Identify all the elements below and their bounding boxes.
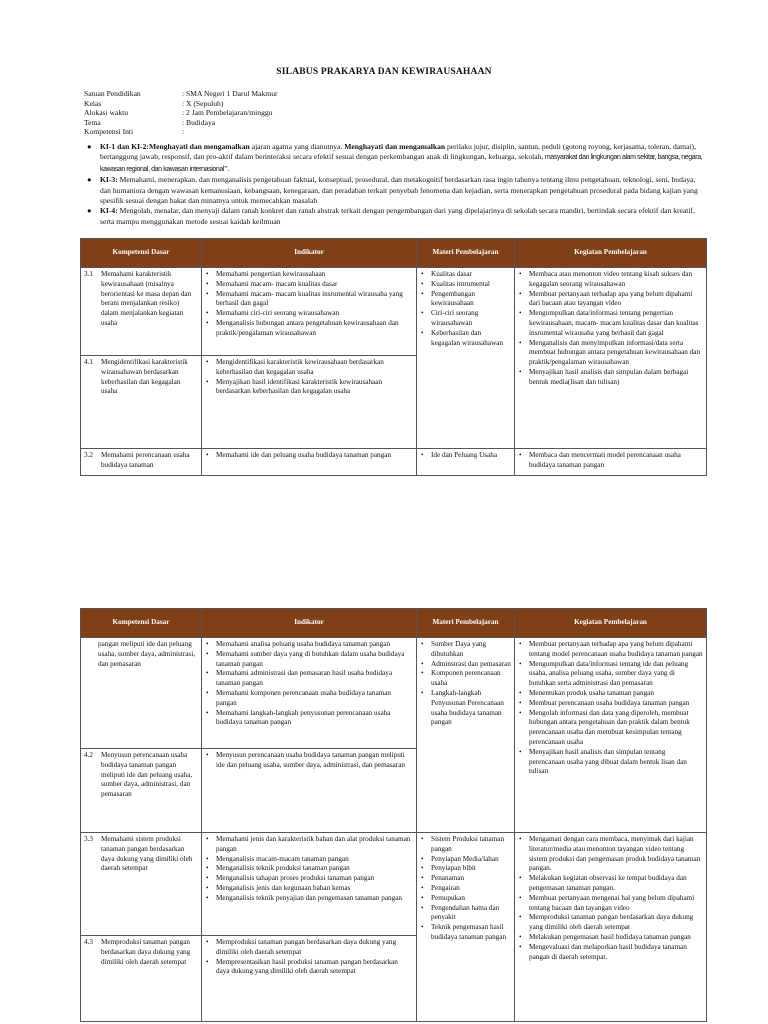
list-item-text: Kualitas intrumental (431, 279, 490, 288)
list-item (205, 958, 413, 978)
list-item-text: Memahami administrasi dan pemasaran hasil usaha budidaya tanaman pangan (216, 669, 393, 688)
indikator-cell (202, 268, 417, 356)
kd-number: 4.3 (84, 938, 93, 946)
list-item (420, 904, 511, 924)
bullet-list (420, 270, 511, 348)
list-item-text: Penanaman (431, 874, 465, 883)
bullet-icon: • (519, 698, 522, 707)
list-item (420, 864, 511, 874)
bullet-icon: ● (87, 206, 92, 216)
list-item-text: Memahami ciri-ciri seorang wirausahawan (216, 309, 340, 318)
kegiatan-cell (515, 268, 707, 449)
list-item (518, 270, 703, 290)
table-row (81, 833, 707, 936)
list-item (518, 874, 703, 894)
header-materi: Materi Pembelajaran (417, 239, 515, 268)
list-item (205, 378, 413, 398)
ki-item (84, 206, 704, 227)
bullet-icon: • (519, 688, 522, 697)
list-item (205, 358, 413, 378)
materi-cell (417, 833, 515, 1022)
bullet-icon: • (421, 923, 424, 932)
list-item (420, 280, 511, 290)
bullet-icon: • (421, 328, 424, 337)
kd-cell (81, 638, 202, 749)
materi-cell (417, 449, 515, 476)
kd-text: pangan meliputi ide dan peluang usaha, sumber daya, administrasi, dan pemasaran (98, 640, 196, 668)
bullet-icon: • (519, 874, 522, 883)
bullet-icon: • (206, 893, 209, 902)
list-item-text: Menganalisis teknik penyajian dan pengemasan tanaman pangan (216, 893, 403, 902)
list-item (420, 270, 511, 280)
info-row (84, 99, 278, 109)
list-item-text: Memahami langkah-langkah penyusunan perencanaan usaha budidaya tanaman pangan (216, 708, 391, 727)
bullet-list (205, 640, 413, 728)
bullet-list (205, 938, 413, 977)
info-value: : Budidaya (182, 117, 216, 127)
ki-label: KI-1 dan KI-2:Menghayati dan mengamalkan (100, 142, 250, 151)
list-item-text: Keberhasilan dan kegagalan wirausahawan (431, 328, 504, 347)
list-item (420, 689, 511, 728)
indikator-cell (202, 638, 417, 749)
table-header-row (81, 609, 707, 638)
list-item (420, 874, 511, 884)
ki-text-narrow: masyarakat dan lingkungan alam sekitar, bangsa, negara, kawasan regional, dan kawasan internasional (100, 154, 703, 173)
bullet-icon: • (421, 309, 424, 318)
kegiatan-cell (515, 833, 707, 1022)
list-item (518, 943, 703, 963)
bullet-icon: • (519, 289, 522, 298)
list-item-text: Memahami komponen perencanaan usaha budidaya tanaman pangan (216, 688, 392, 707)
bullet-icon: • (206, 874, 209, 883)
list-item (420, 884, 511, 894)
kegiatan-cell (515, 638, 707, 833)
bullet-icon: • (421, 864, 424, 873)
indikator-cell (202, 749, 417, 833)
list-item-text: Menyajikan hasil identifikasi karakteristik kewirausahaan berdasarkan keberhasilan dan kegagalan usaha (216, 377, 383, 396)
bullet-icon: ● (87, 142, 92, 151)
bullet-list (420, 640, 511, 728)
bullet-icon: • (206, 938, 209, 946)
info-value: : X (Sepuluh) (182, 98, 224, 108)
list-item-text: Memahami macam- macam kualitas insrumental wirausaha yang berhasil dan gagal (216, 289, 403, 308)
kd-number: 4.1 (84, 358, 93, 366)
list-item-text: Memproduksi tanaman pangan berdasarkan daya dukung yang dimiliki oleh daerah setempat (216, 938, 397, 956)
list-item-text: Menganalisis macam-macam tanaman pangan (216, 854, 349, 863)
bullet-list (420, 451, 511, 461)
bullet-icon: • (206, 854, 209, 863)
bullet-icon: • (421, 893, 424, 902)
bullet-icon: • (421, 669, 424, 678)
header-kegiatan: Kegiatan Pembelajaran (515, 239, 707, 268)
bullet-icon: • (519, 747, 522, 756)
info-label: Kelas (84, 98, 102, 108)
bullet-icon: • (206, 649, 209, 658)
info-label: Alokasi waktu (84, 108, 129, 118)
kd-text: Memproduksi tanaman pangan berdasarkan daya dukung yang dimiliki oleh daerah setempat (101, 938, 191, 966)
bullet-icon: • (421, 835, 424, 843)
bullet-list (518, 835, 703, 962)
bullet-icon: • (519, 913, 522, 922)
bullet-list (205, 451, 413, 461)
bullet-icon: • (519, 835, 522, 843)
bullet-icon: • (421, 659, 424, 668)
header-kompetensi-dasar: Kompetensi Dasar (81, 239, 202, 268)
info-value: : (182, 127, 185, 137)
list-item (205, 280, 413, 290)
info-value: : SMA Negeri 1 Darul Makmur (182, 89, 278, 98)
kd-text: Memahami perencanaan usaha budidaya tanaman (101, 451, 190, 469)
list-item (518, 368, 703, 388)
list-item-text: Membaca atau menonton video tentang kisah sukses dan kegagalan seorang wirausahawan (529, 270, 693, 288)
list-item-text: Membuat pertanyaan terhadap apa yang belum dipahami dari bacaan atau tayangan video (529, 289, 693, 308)
list-item-text: Menganalisis hubungan antara pengetahuan kewirausahaan dan praktik/pengalaman wirausahawan (216, 318, 399, 337)
bullet-icon: • (206, 279, 209, 288)
bullet-list (518, 451, 703, 471)
list-item (205, 894, 413, 904)
list-item-text: Menganalisis dan menyimpulkan informasi/data serta membuat hubungan antara pengetahuan kewirausahaan dan praktik/pengalaman wirausahawan (529, 338, 701, 367)
indikator-cell (202, 356, 417, 449)
list-item-text: Pengairan (431, 883, 460, 892)
kd-cell (81, 356, 202, 449)
syllabus-table-1 (80, 238, 707, 476)
list-item-text: Menyajikan hasil analisis dan simpulan dalam berbagai bentuk media(lisan dan tulisan) (529, 367, 689, 386)
bullet-icon: • (206, 864, 209, 873)
list-item-text: Penyiapan bibit (431, 864, 476, 873)
list-item (205, 938, 413, 958)
list-item-text: Mengumpulkan data/informasi tentang ide dan peluang usaha, analisa peluang usaha, sumber daya yang di butuhkan serta administrasi dan pemasaran (529, 659, 689, 688)
list-item-text: Komponen perencanaan usaha (431, 669, 501, 688)
bullet-icon: • (206, 688, 209, 697)
ki-item (84, 142, 704, 175)
document-title: SILABUS PRAKARYA DAN KEWIRAUSAHAAN (276, 67, 492, 77)
list-item (420, 835, 511, 855)
bullet-icon: • (206, 883, 209, 892)
materi-cell (417, 268, 515, 449)
list-item (420, 640, 511, 660)
list-item (518, 309, 703, 338)
list-item-text: Melakukan kegiatan observasi ke tempat budidaya dan pengemasan tanaman pangan. (529, 874, 687, 892)
header-kegiatan: Kegiatan Pembelajaran (515, 609, 707, 638)
list-item-text: Memahami analisa peluang usaha budidaya tanaman pangan (216, 640, 391, 648)
bullet-icon: • (421, 451, 424, 459)
bullet-list (518, 270, 703, 388)
indikator-cell (202, 936, 417, 1022)
list-item (420, 290, 511, 310)
bullet-icon: • (519, 367, 522, 376)
list-item (205, 669, 413, 689)
bullet-icon: • (519, 309, 522, 318)
ki-text: ”. (224, 163, 230, 173)
bullet-icon: • (421, 903, 424, 912)
list-item (518, 689, 703, 699)
info-row (84, 127, 278, 137)
list-item-text: Mengidentifikasi karakteristik kewirausahaan berdasarkan keberhasilan dan kegagalan usaha (216, 358, 384, 376)
list-item (420, 855, 511, 865)
list-item-text: Sistem Produksi tanaman pangan (431, 835, 505, 853)
kd-number: 3.2 (84, 451, 93, 459)
kd-cell (81, 449, 202, 476)
kd-cell (81, 749, 202, 833)
list-item (205, 855, 413, 865)
list-item (420, 669, 511, 689)
bullet-icon: • (206, 318, 209, 327)
bullet-icon: • (421, 279, 424, 288)
info-row (84, 118, 278, 128)
list-item-text: Memproduksi tanaman pangan berdasarkan daya dukung yang dimiliki oleh daerah setempat (529, 913, 694, 932)
list-item-text: Mengumpulkan data/informasi tentang pengertian kewirausahaan, macam- macam kualitas dasar dan kualitas insrumental wirausaha yang berhasil dan gagal (529, 309, 699, 337)
kd-cell (81, 936, 202, 1022)
header-kompetensi-dasar: Kompetensi Dasar (81, 609, 202, 638)
info-label: Tema (84, 117, 101, 127)
kompetensi-inti-list (84, 142, 704, 227)
bullet-icon: • (206, 957, 209, 966)
list-item (518, 835, 703, 874)
ki-text: ajaran agama yang dianutnya. (249, 142, 345, 151)
list-item (205, 751, 413, 771)
kd-cell (81, 268, 202, 356)
bullet-icon: • (519, 708, 522, 717)
list-item-text: Membaca dan mencermati model perencanaan usaha budidaya tanaman pangan (529, 451, 681, 469)
table-header-row (81, 239, 707, 268)
list-item (205, 874, 413, 884)
list-item-text: Memahami pengertian kewirausahaan (216, 270, 326, 278)
list-item-text: Pengendalian hama dan penyakit (431, 903, 500, 922)
list-item (420, 894, 511, 904)
list-item (205, 864, 413, 874)
ki-emphasis: Menghayati dan mengamalkan (344, 142, 446, 151)
bullet-icon: • (206, 835, 209, 843)
bullet-icon: • (519, 942, 522, 951)
list-item (518, 913, 703, 933)
list-item (205, 689, 413, 709)
list-item (420, 660, 511, 670)
bullet-icon: • (519, 270, 522, 278)
list-item (518, 640, 703, 660)
bullet-icon: ● (87, 175, 92, 185)
list-item-text: Mengevaluasi dan melaporkan hasil budidaya tanaman pangan di daerah setempat. (529, 942, 687, 961)
list-item-text: Mempresentasikan hasil produksi tanaman pangan berdasarkan daya dukung yang dimiliki oleh daerah setempat (216, 957, 398, 976)
info-label: Kompetensi Inti (84, 127, 134, 137)
bullet-icon: • (206, 270, 209, 278)
bullet-icon: • (421, 640, 424, 648)
list-item-text: Mengamati dengan cara membaca, menyimak dari kajian literatur/media atau menonton tayangan video tentang sistem produksi dan pengemasan produk budidaya tanaman pangan. (529, 835, 701, 873)
list-item-text: Pemupukan (431, 893, 465, 902)
bullet-list (205, 358, 413, 397)
kd-number: 4.2 (84, 751, 93, 759)
bullet-icon: • (519, 338, 522, 347)
bullet-list (205, 270, 413, 339)
list-item (518, 699, 703, 709)
list-item-text: Pengembangan kewirausahaan (431, 289, 475, 308)
table-row (81, 638, 707, 749)
list-item-text: Langkah-langkah Penyusunan Perencanaan usaha budidaya tanaman pangan (431, 688, 504, 727)
bullet-icon: • (206, 377, 209, 386)
bullet-icon: • (206, 358, 209, 366)
list-item (205, 835, 413, 855)
bullet-icon: • (421, 874, 424, 883)
info-row (84, 89, 278, 99)
indikator-cell (202, 833, 417, 936)
kd-text: Memahami sistem produksi tanaman pangan berdasarkan daya dukung yang dimiliki oleh daerah setempat (101, 835, 193, 873)
list-item (518, 748, 703, 777)
info-label: Satuan Pendidikan (84, 89, 141, 98)
list-item (518, 290, 703, 310)
list-item (205, 309, 413, 319)
bullet-icon: • (519, 659, 522, 668)
kegiatan-cell (515, 449, 707, 476)
bullet-icon: • (519, 932, 522, 941)
ki-label: KI-3: (100, 175, 118, 185)
list-item (205, 451, 413, 461)
list-item-text: Menganalisis teknik produksi tanaman pangan (216, 864, 350, 873)
ki-text: Mengolah, menalar, dan menyaji dalam ranah konkret dan ranah abstrak terkait dengan pengembangan dari yang dipelajarinya di sekolah secara mandiri, bertindak secara efektif dan kreatif, serta mampu menggunakan metode sesuai kaidah keilmuan (100, 206, 695, 226)
list-item-text: Membuat pertanyaan terhadap apa yang belum dipahami tentang model perencanaan usaha budidaya tanaman pangan (529, 640, 703, 658)
syllabus-table-2 (80, 608, 707, 1022)
bullet-list (205, 751, 413, 771)
list-item-text: Mengolah informasi dan data yang diperoleh, membuat hubungan antara pengetahuan dan praktik dalam bentuk perencanaan usaha dan membuat kesimpulan tentang perencanaan usaha (529, 708, 690, 746)
list-item-text: Menganalisis jenis dan kegunaan bahan kemas (216, 883, 351, 892)
list-item-text: Ide dan Peluang Usaha (431, 451, 498, 459)
bullet-list (205, 835, 413, 904)
list-item (420, 923, 511, 943)
list-item-text: Memahami macam- macam kualitas dasar (216, 279, 338, 288)
ki-text: perilaku jujur, disiplin, santun, peduli (gotong royong, kerjasama, toleran, damai), bertanggung jawab, responsif, dan pro-aktif dalam berinteraksi secara efektif sesuai dengan perkembangan anak di lingkungan, keluarga, sekolah, (100, 142, 696, 162)
ki-label: KI-4: (100, 206, 118, 216)
kd-text: Memahami karakteristik kewirausahaan (misalnya berorientasi ke masa depan dan berani menjalankan resiko) dalam menjalankan kegiatan usaha (101, 270, 192, 327)
bullet-icon: • (421, 289, 424, 298)
list-item (205, 319, 413, 339)
list-item-text: Menganalisis tahapan proses produksi tanaman pangan (216, 874, 375, 883)
list-item-text: Membuat pertanyaan mengenai hal yang belum dipahami tentang bacaan dan tayangan video (529, 893, 695, 912)
bullet-list (420, 835, 511, 943)
header-indikator: Indikator (202, 609, 417, 638)
header-materi: Materi Pembelajaran (417, 609, 515, 638)
list-item (518, 339, 703, 368)
bullet-icon: • (206, 640, 209, 648)
bullet-icon: • (519, 451, 522, 459)
list-item (518, 709, 703, 748)
bullet-icon: • (421, 854, 424, 863)
table-row (81, 268, 707, 356)
table-row (81, 449, 707, 476)
list-item (518, 660, 703, 689)
ki-text: Memahami, menerapkan, dan menganalisis pengetahuan faktual, konseptual, prosedural, dan metakognitif berdasarkan rasa ingin tahunya tentang ilmu pengetahuan, teknologi, seni, budaya, dan humaniora dengan wawasan kemanusiaan, kebangsaan, kenegaraan, dan peradaban terkait penyebab fenomena dan kejadian, serta menerapkan pengetahuan prosedural pada bidang kajian yang spesifik sesuai dengan bakat dan minatnya untuk memecahkan masalah (100, 175, 698, 206)
list-item-text: Melakukan pengemasan hasil budidaya tanaman pangan (529, 932, 691, 941)
bullet-icon: • (206, 451, 209, 459)
list-item (420, 451, 511, 461)
bullet-icon: • (421, 270, 424, 278)
kd-text: Menyusun perencanaan usaha budidaya tanaman pangan meliputi ide dan peluang usaha, sumber daya, administrasi, dan pemasaran (101, 751, 193, 799)
kd-cell (81, 833, 202, 936)
list-item (420, 329, 511, 349)
list-item (205, 650, 413, 670)
list-item-text: Menyusun perencanaan usaha budidaya tanaman pangan meliputi ide dan peluang usaha, sumber daya, administrasi, dan pemasaran (216, 751, 406, 769)
list-item (205, 290, 413, 310)
list-item (205, 270, 413, 280)
bullet-icon: • (206, 289, 209, 298)
bullet-icon: • (519, 640, 522, 648)
list-item-text: Adminstrasi dan pemasaran (431, 659, 511, 668)
bullet-icon: • (206, 708, 209, 717)
bullet-icon: • (206, 309, 209, 318)
list-item-text: Ciri-ciri seorang wirausahawan (431, 309, 479, 327)
list-item (420, 309, 511, 329)
list-item (205, 709, 413, 729)
bullet-icon: • (421, 883, 424, 892)
header-indikator: Indikator (202, 239, 417, 268)
list-item (205, 640, 413, 650)
info-row (84, 108, 278, 118)
list-item-text: Penyiapan Media/lahan (431, 854, 499, 863)
bullet-icon: • (519, 893, 522, 902)
ki-item (84, 175, 704, 206)
list-item-text: Sumber Daya yang dibutuhkan (431, 640, 487, 658)
indikator-cell (202, 449, 417, 476)
bullet-icon: • (206, 751, 209, 759)
kd-number: 3.3 (84, 835, 93, 843)
list-item-text: Teknik pengemasan hasil budidaya tanaman pangan (431, 923, 507, 941)
list-item (518, 933, 703, 943)
bullet-list (518, 640, 703, 777)
info-block (84, 89, 278, 137)
bullet-icon: • (206, 669, 209, 678)
info-value: : 2 Jam Pembelajaran/minggu (182, 108, 273, 118)
list-item-text: Kualitas dasar (431, 270, 472, 278)
list-item-text: Menyajikan hasil analisis dan simpulan tentang perencanaan usaha yang dibuat dalam bentuk lisan dan tulisan (529, 747, 687, 776)
materi-cell (417, 638, 515, 833)
kd-number: 3.1 (84, 270, 93, 278)
list-item-text: Menentukan produk usaha tanaman pangan (529, 688, 654, 697)
list-item (205, 884, 413, 894)
list-item-text: Memahami sumber daya yang di butuhkan dalam usaha budidaya tanaman pangan (216, 649, 405, 668)
list-item (518, 894, 703, 914)
kd-text: Mengidentifikasi karakteristik wirausahawan berdasarkan keberhasilan dan kegagalan usaha (101, 358, 188, 396)
list-item-text: Memahami ide dan peluang usaha budidaya tanaman pangan (216, 451, 392, 459)
list-item-text: Memahami jenis dan karakteristik bahan dan alat produksi tanaman pangan (216, 835, 411, 853)
list-item (518, 451, 703, 471)
list-item-text: Membuat perencanaan usaha budidaya tanaman pangan (529, 698, 690, 707)
bullet-icon: • (421, 688, 424, 697)
